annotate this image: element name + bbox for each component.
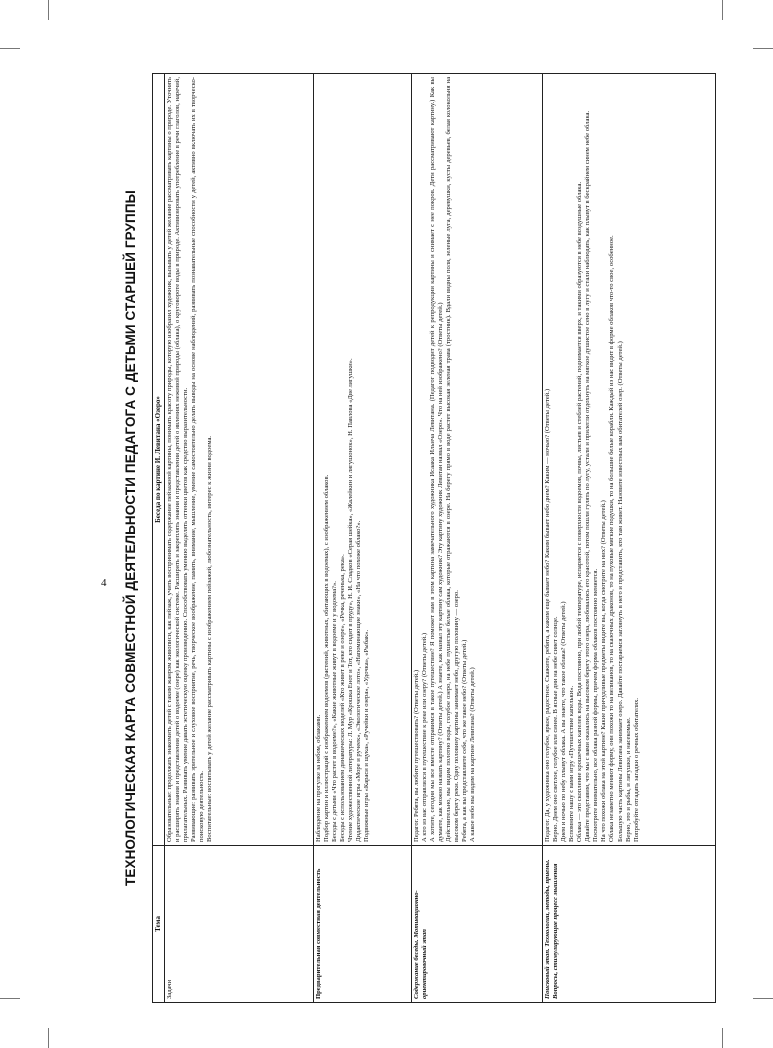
crop-mark [0, 48, 20, 49]
row-label-text: Предварительная совместная деятельность [314, 868, 322, 999]
paragraph: Ребята, а как вы представляете себе, что же такое небо? (Ответы детей.) [461, 639, 469, 842]
paragraph: Облака незаметно меняют форму, они похожи то на великанов, то на сказочных драконов, то на пуховые мягкие подушки, то на большие белые корабли. Каждый из нас видит в форме облаков что-то свое, особенное. [608, 235, 616, 842]
crop-mark [753, 998, 773, 999]
page-title: ТЕХНОЛОГИЧЕСКАЯ КАРТА СОВМЕСТНОЙ ДЕЯТЕЛЬНОСТИ ПЕДАГОГА С ДЕТЬМИ СТАРШЕЙ ГРУППЫ [123, 190, 138, 886]
table-row [313, 74, 411, 1003]
paragraph: Педагог. Да, у художника оно голубое, яркое, радостное. Скажите, ребята, а каким еще бывает небо? Каким бывает небо днем? Каким — ночью? (Ответы детей.) [543, 388, 551, 842]
paragraph: Педагог. Ребята, вы любите путешествовать? (Ответы детей.) [412, 669, 420, 842]
paragraph: Развивающие: развивать зрительное и слуховое восприятие, речь, творческое воображение, память, внимание, мышление, умение самостоятельно делать выводы на основе наблюдений, развивать познавательные способности у детей, активно включать их в творческо-поисковую деятельность. [189, 77, 206, 842]
crop-mark [753, 48, 773, 49]
paragraph: А какое небо мы видим на картине Левитана? (Ответы детей.) [469, 667, 477, 842]
row-label [411, 846, 542, 1003]
row-label-text: Задачи [165, 979, 173, 999]
paragraph: Подвижные игры «Караси и щука», «Ручейки и озера», «Удочка», «Рыбак». [363, 629, 371, 842]
paragraph: Попробуйте отгадать загадки о речных обитателях. [632, 697, 640, 842]
tech-card-table [152, 73, 716, 1003]
paragraph: Большую часть картины Левитана занимает озеро. Давайте постараемся заглянуть в него и представить, кто там живет. Назовите известных вам обитателей озер. (Ответы детей.) [616, 341, 624, 842]
paragraph: Действительно, мы видим полотно воды, голубое озеро, на небе пушистые белые облака, которые отражаются в озере. На берегу прямо в воде растет высокая зеленая трава (тростник). Вдали видны поля, зеленые луга, деревушки, кусты деревьев, белая колокольня на высоком берегу реки. Одну половину картины занимает небо, другую половину — озеро. [445, 77, 461, 842]
paragraph: Воспитательные: воспитывать у детей желание рассматривать картины с изображением пейзажей, любознательность, интерес к жизни водоема. [206, 435, 214, 842]
crop-mark [0, 998, 20, 999]
table-row [411, 74, 542, 1003]
paragraph: Чтение художественной литературы: Л. Мур «Крошка Енот и Тот, кто сидит в пруду», Н. И. Сладков «Серая шейка», «Жалейкин и лягушонок», Н. Павлова «Две лягушки». [347, 358, 355, 842]
paragraph: Дидактические игры «Море и ручеек», «Экологическое лото», «Напоминающие знаки», «На что похоже облако?». [355, 520, 363, 842]
row-label-text: Содержание беседы. Мотивационно-ориентировочный этап [412, 890, 428, 999]
table-row [164, 74, 313, 1003]
crop-mark [48, 0, 49, 20]
paragraph: Образовательные: продолжать знакомить детей с таким жанром живописи, как пейзаж, учить воспринимать содержание пейзажной картины, понимать красоту природы, которую изобразил художник, вызывать у детей желание рассматривать картины о природе. Уточнять и расширять знания и представления детей о водоеме (озере) как экологической системе. Расширять и закреплять знания и представления детей о явлениях неживой природы (облака), о круговороте воды в природе. Активизировать употребление в речи глаголов, наречий, прилагательных. Развивать умение давать эстетическую оценку произведению. Способствовать умению выделять оттенки цветов как средство выразительности. [165, 77, 189, 842]
paragraph: Наблюдение на прогулке за небом, облаками. [314, 714, 322, 842]
table-header-row [153, 74, 165, 1003]
paragraph: Верно, это и рыбы, и лягушки, и насекомые. [624, 717, 632, 842]
row-content [542, 74, 715, 846]
row-content [313, 74, 411, 846]
crop-mark [48, 1028, 49, 1048]
paragraph: Беседы с использованием динамических моделей «Кто живет в реке и озере», «Речка, реченька, река». [338, 554, 346, 842]
paragraph: Беседы с детьми «Что растет в водоеме?», «Какие животные живут в водоеме и у водоема?». [330, 581, 338, 842]
header-topic: Тема [153, 846, 165, 1003]
rotated-page-content [120, 73, 680, 1003]
table-row [542, 74, 715, 1003]
paragraph: Подбор картин и иллюстраций с изображением водоемов (растений, животных, обитающих в водоемах), с изображением облаков. [322, 474, 330, 842]
paragraph: Верно. Днем оно светлое, голубое или синее. В ясные дни на небе сияет солнце. [551, 616, 559, 842]
paragraph: А кто из вас отправлялся в путешествие к реке или озеру? (Ответы детей.) [420, 632, 428, 842]
crop-mark [722, 0, 723, 20]
paragraph: Давайте представим, что мы с вами оказались на высоком берегу этого озера, любовались его красотой, потом пошли гулять по лугу, устали и прилегли отдохнуть на мягкое душистое сено в лугу и стали наблюдать, как плывут в бескрайнем синем небе облака. [584, 110, 592, 842]
paragraph: Днем и ночью по небу плывут облака. А вы знаете, что такое облака? (Ответы детей.) [559, 601, 567, 842]
row-content [164, 74, 313, 846]
row-label [542, 846, 715, 1003]
row-label-text: Поисковый этап. Технологии, методы, приемы. Вопросы, стимулирующие процесс мышления [543, 859, 559, 999]
paragraph: Облака — это скопление крошечных капелек воды. Вода постоянно, при любой температуре, испаряется с поверхности водоемов, почвы, листьев и стеблей растений, поднимается вверх, и такими образуются в небе воздушные облака. [576, 181, 584, 842]
row-label [164, 846, 313, 1003]
row-content [411, 74, 542, 846]
page-number: 4 [101, 577, 107, 589]
paragraph: На что похожи облака на этой картине? Какие причудливые предметы видите вы, когда смотрите на них? (Ответы детей.) [600, 500, 608, 842]
crop-mark [722, 1028, 723, 1048]
row-label [313, 846, 411, 1003]
paragraph: А хотите, сегодня мы все вместе отправимся в такое путешествие? Я поможет нам в этом картина замечательного художника Исаака Ильича Левитана. (Педагог подводит детей к репродукции картины и снимает с нее покров. Дети рассматривают картину.) Как вы думаете, как можно назвать картину? (Ответы детей.) А знаете, как назвал эту картину сам художник? Эту картину художник Левитан назвал «Озеро». Что на ней изображено? (Ответы детей.) [428, 77, 444, 842]
paragraph: Посмотрите внимательно, все облака разной формы, причем форма облаков постоянно меняется. [592, 568, 600, 842]
header-topic-value: Беседа по картине И. Левитана «Озеро» [153, 74, 165, 846]
paragraph: Вспомните нашу с вами игру «Путешествие капельки». [567, 685, 575, 842]
